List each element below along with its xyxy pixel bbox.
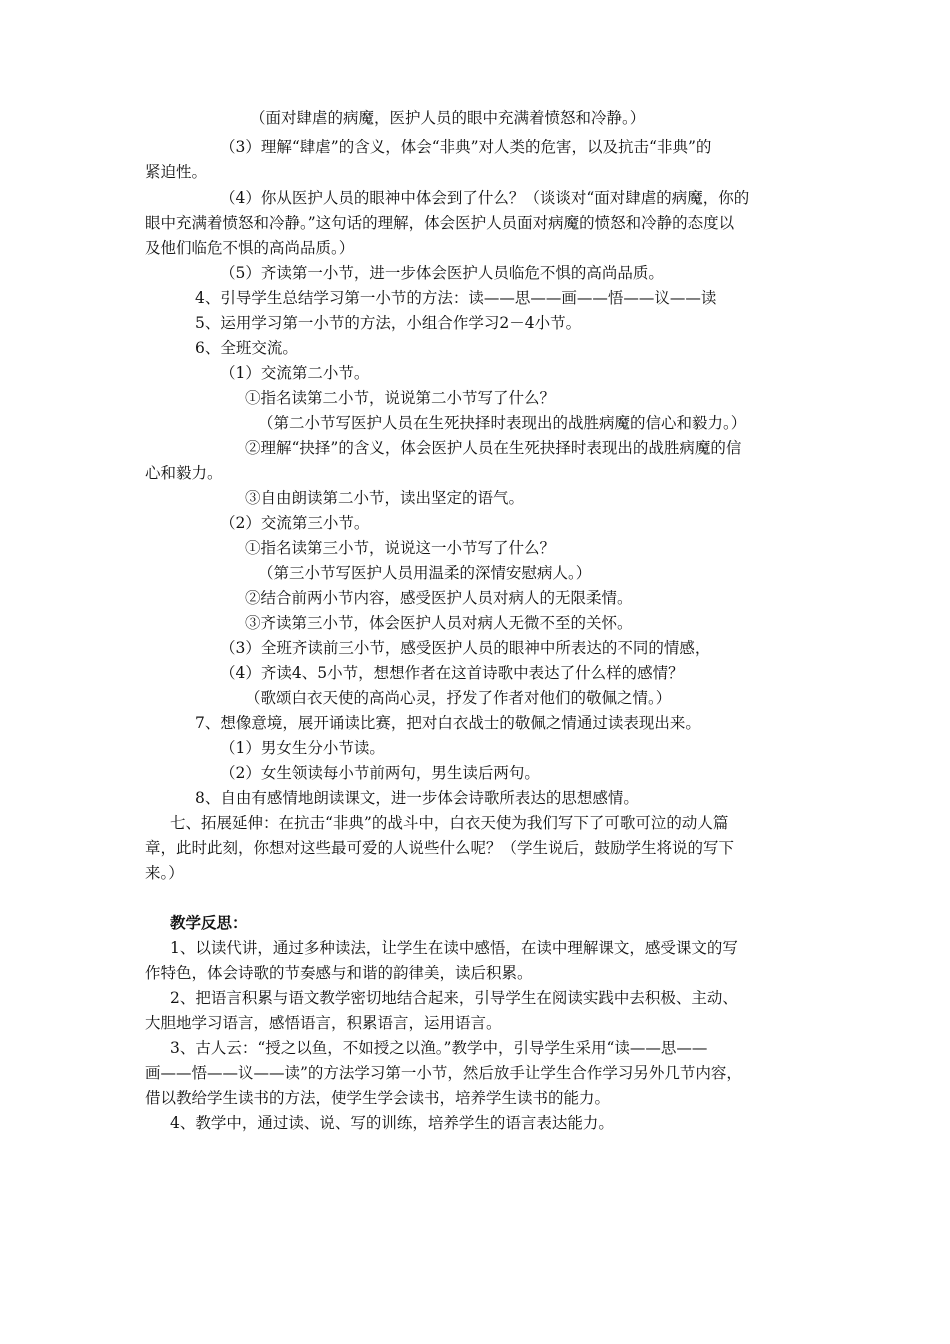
text-line: （2）交流第三小节。: [220, 514, 370, 532]
text-line: 七、拓展延伸：在抗击“非典”的战斗中，白衣天使为我们写下了可歌可泣的动人篇: [170, 814, 729, 832]
text-line: （5）齐读第一小节，进一步体会医护人员临危不惧的高尚品质。: [220, 264, 664, 282]
text-line: 6、全班交流。: [195, 339, 298, 357]
text-line: 来。）: [145, 864, 184, 882]
text-line: （1）交流第二小节。: [220, 364, 370, 382]
text-line: ③齐读第三小节，体会医护人员对病人无微不至的关怀。: [245, 614, 633, 632]
text-line: ①指名读第三小节，说说这一小节写了什么？: [245, 539, 556, 557]
text-line: 借以教给学生读书的方法，使学生学会读书，培养学生读书的能力。: [145, 1089, 611, 1107]
text-line: 及他们临危不惧的高尚品质。）: [145, 239, 355, 257]
text-line: ②结合前两小节内容，感受医护人员对病人的无限柔情。: [245, 589, 633, 607]
text-line: 3、古人云：“授之以鱼，不如授之以渔。”教学中，引导学生采用“读——思——: [170, 1039, 708, 1057]
text-line: 大胆地学习语言，感悟语言，积累语言，运用语言。: [145, 1014, 502, 1032]
text-line: （4）齐读4、5小节，想想作者在这首诗歌中表达了什么样的感情？: [220, 664, 684, 682]
text-line: 7、想像意境，展开诵读比赛，把对白衣战士的敬佩之情通过读表现出来。: [195, 714, 701, 732]
text-line: 画——悟——议——读”的方法学习第一小节，然后放手让学生合作学习另外几节内容，: [145, 1064, 742, 1082]
text-line: （1）男女生分小节读。: [220, 739, 385, 757]
text-line: ①指名读第二小节，说说第二小节写了什么？: [245, 389, 556, 407]
text-line: （第二小节写医护人员在生死抉择时表现出的战胜病魔的信心和毅力。）: [258, 414, 747, 432]
text-line: （第三小节写医护人员用温柔的深情安慰病人。）: [258, 564, 592, 582]
text-line: （3）理解“肆虐”的含义，体会“非典”对人类的危害，以及抗击“非典”的: [220, 138, 712, 156]
text-line: （面对肆虐的病魔，医护人员的眼中充满着愤怒和冷静。）: [250, 109, 646, 127]
text-line: 作特色，体会诗歌的节奏感与和谐的韵律美，读后积累。: [145, 964, 533, 982]
text-line: （2）女生领读每小节前两句，男生读后两句。: [220, 764, 540, 782]
text-line: 眼中充满着愤怒和冷静。”这句话的理解，体会医护人员面对病魔的愤怒和冷静的态度以: [145, 214, 735, 232]
text-line: 章，此时此刻，你想对这些最可爱的人说些什么呢？（学生说后，鼓励学生将说的写下: [145, 839, 735, 857]
section-heading: 教学反思：: [170, 913, 248, 932]
text-line: 5、运用学习第一小节的方法，小组合作学习2－4小节。: [195, 314, 582, 332]
text-line: 4、引导学生总结学习第一小节的方法：读——思——画——悟——议——读: [195, 289, 717, 307]
text-line: 2、把语言积累与语文教学密切地结合起来，引导学生在阅读实践中去积极、主动、: [170, 989, 738, 1007]
text-line: 心和毅力。: [145, 464, 223, 482]
text-line: 1、以读代讲，通过多种读法，让学生在读中感悟，在读中理解课文，感受课文的写: [170, 939, 738, 957]
text-line: 8、自由有感情地朗读课文，进一步体会诗歌所表达的思想感情。: [195, 789, 639, 807]
text-line: （3）全班齐读前三小节，感受医护人员的眼神中所表达的不同的情感，: [220, 639, 711, 657]
text-line: （歌颂白衣天使的高尚心灵，抒发了作者对他们的敬佩之情。）: [245, 689, 672, 707]
text-line: ③自由朗读第二小节，读出坚定的语气。: [245, 489, 525, 507]
text-line: 紧迫性。: [145, 163, 208, 181]
text-line: 4、教学中，通过读、说、写的训练，培养学生的语言表达能力。: [170, 1114, 614, 1132]
text-line: （4）你从医护人员的眼神中体会到了什么？（谈谈对“面对肆虐的病魔，你的: [220, 189, 750, 207]
text-line: ②理解“抉择”的含义，体会医护人员在生死抉择时表现出的战胜病魔的信: [245, 439, 742, 457]
